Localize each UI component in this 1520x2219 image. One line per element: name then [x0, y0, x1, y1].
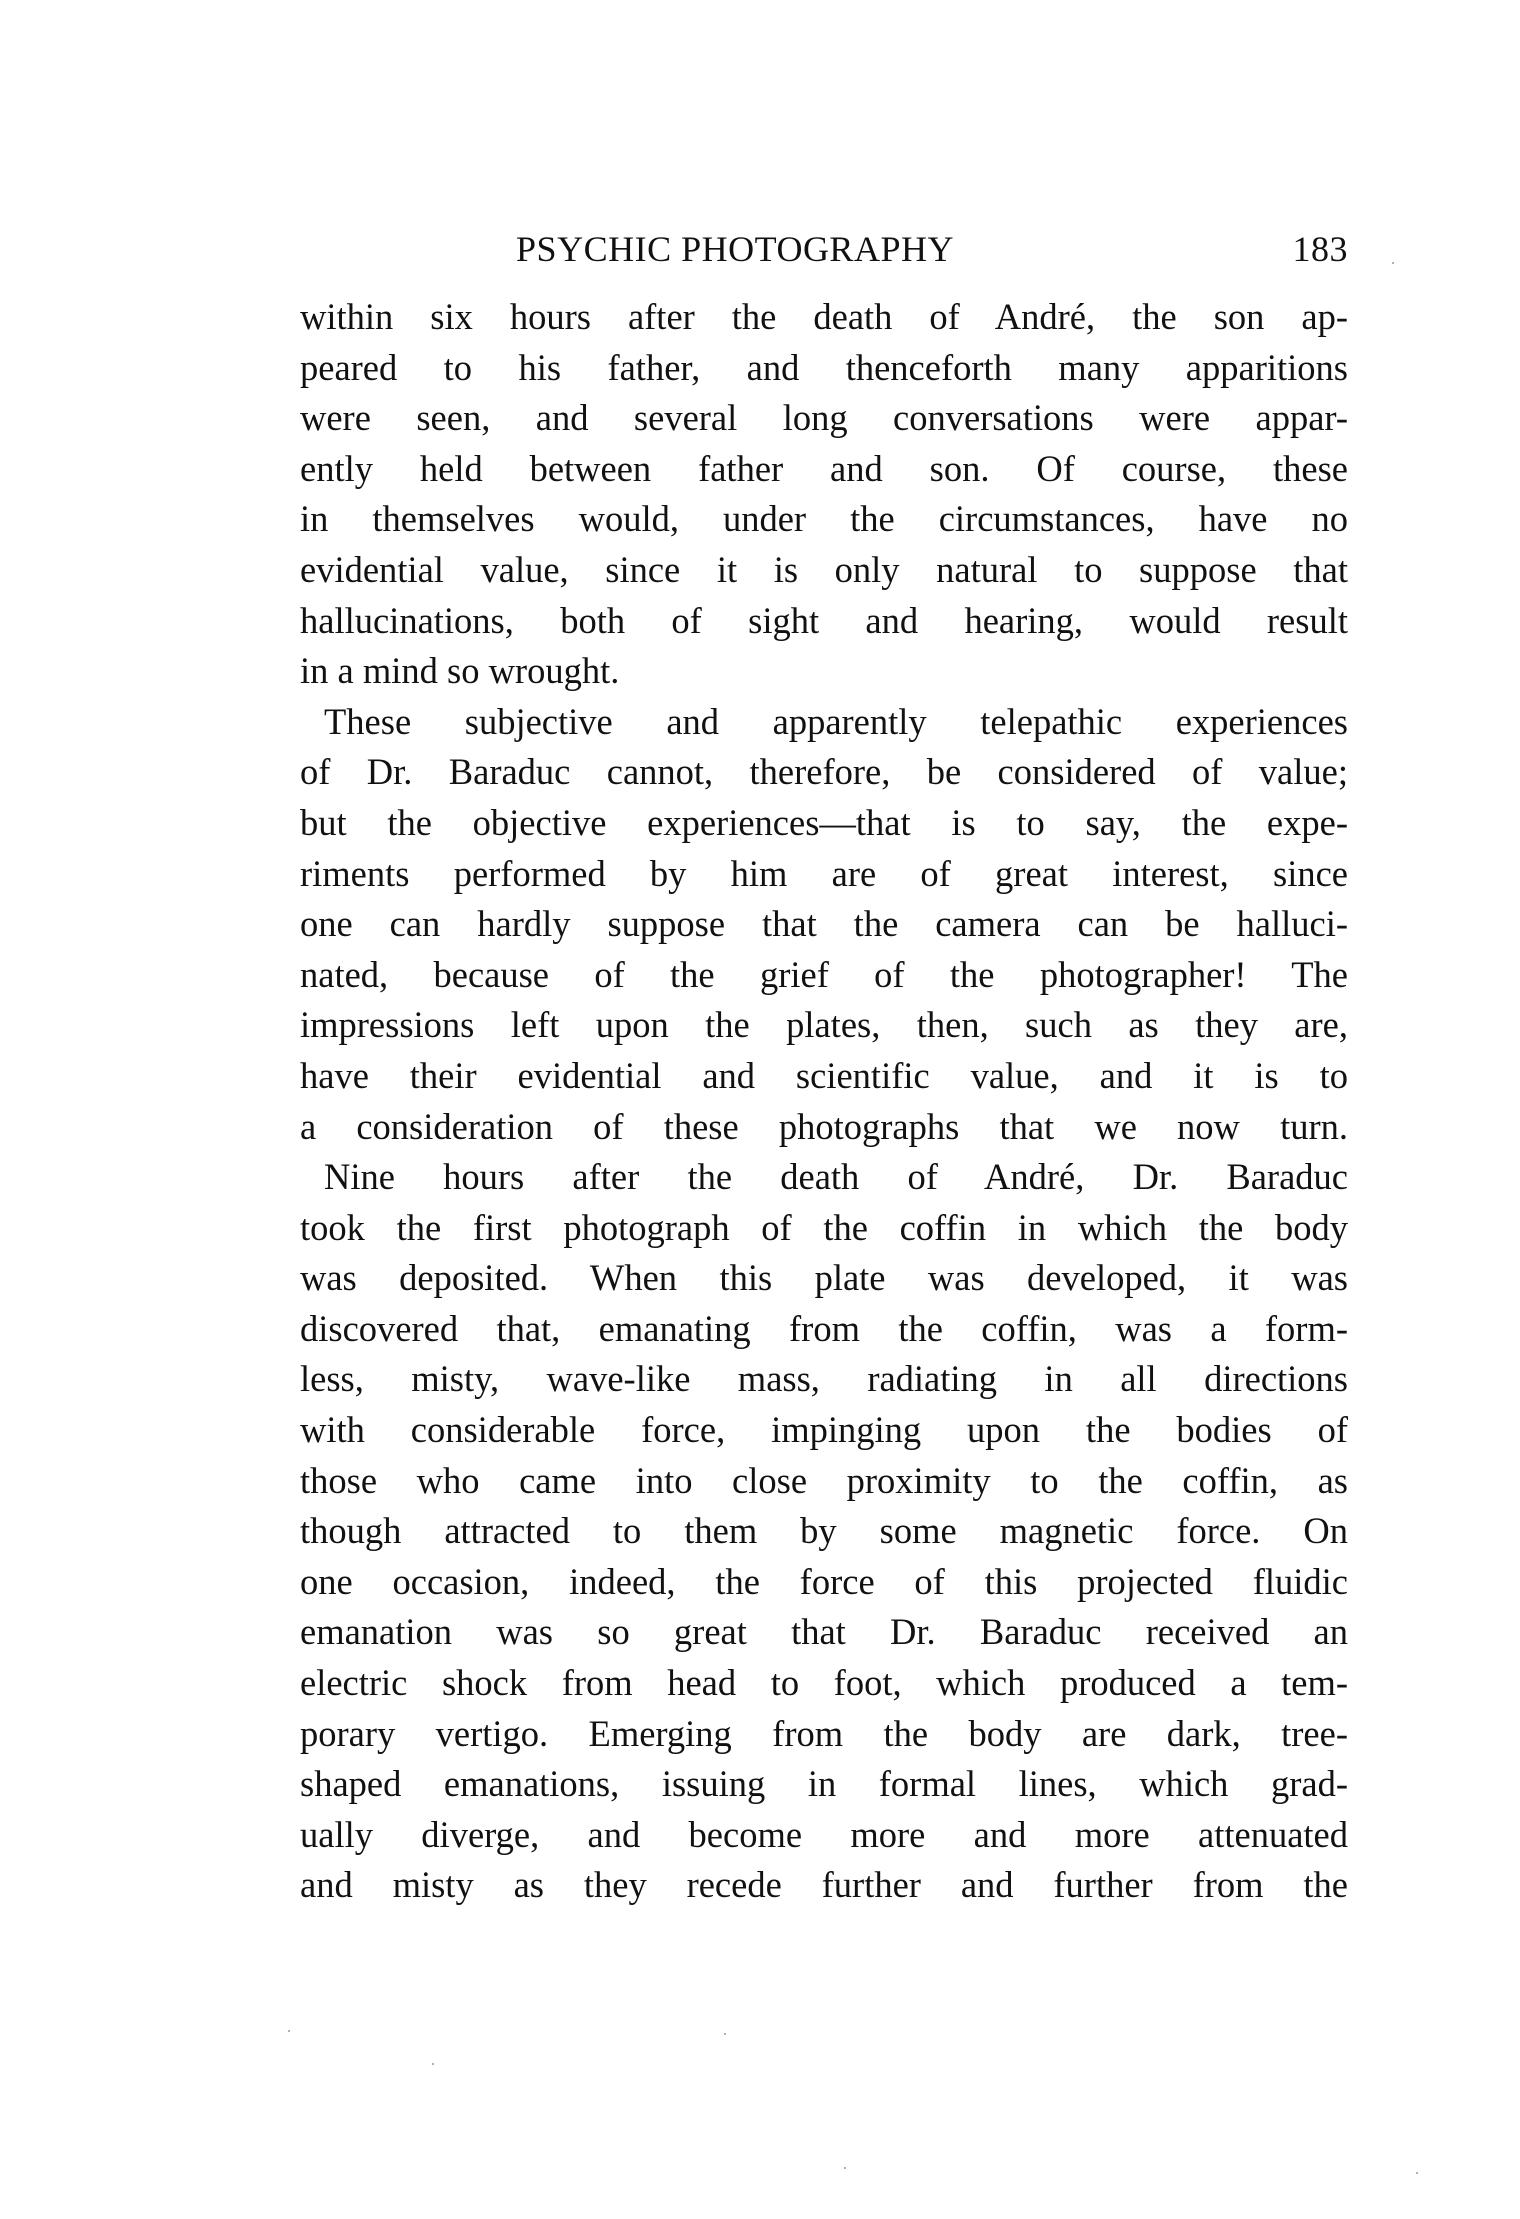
text-line: a consideration of these photographs that we now turn. — [300, 1105, 1348, 1147]
text-line: These subjective and apparently telepathic experiences — [324, 700, 1348, 742]
paragraph — [300, 697, 1348, 1152]
text-line: less, misty, wave-like mass, radiating in all directions — [300, 1358, 1348, 1400]
text-line: emanation was so great that Dr. Baraduc received an — [300, 1611, 1348, 1653]
text-line: took the first photograph of the coffin in which the body — [300, 1206, 1348, 1248]
text-line: porary vertigo. Emerging from the body are dark, tree- — [300, 1712, 1348, 1754]
text-line: was deposited. When this plate was developed, it was — [300, 1257, 1348, 1299]
text-line: one occasion, indeed, the force of this projected fluidic — [300, 1560, 1348, 1602]
text-line: ually diverge, and become more and more attenuated — [300, 1813, 1348, 1855]
scan-speck — [1416, 2172, 1418, 2174]
text-line: with considerable force, impinging upon the bodies of — [300, 1409, 1348, 1451]
text-line: one can hardly suppose that the camera can be halluci- — [300, 903, 1348, 945]
running-title: PSYCHIC PHOTOGRAPHY — [516, 229, 954, 269]
text-line: evidential value, since it is only natural to suppose that — [300, 548, 1348, 590]
text-line: riments performed by him are of great interest, since — [300, 852, 1348, 894]
text-line: ently held between father and son. Of course, these — [300, 447, 1348, 489]
page-number: 183 — [1292, 229, 1348, 269]
text-line: but the objective experiences—that is to say, the expe- — [300, 801, 1348, 843]
scan-speck — [724, 2033, 726, 2035]
running-head — [300, 228, 1348, 276]
text-line: though attracted to them by some magnetic force. On — [300, 1510, 1348, 1552]
scan-speck — [1392, 262, 1394, 264]
text-line: those who came into close proximity to the coffin, as — [300, 1459, 1348, 1501]
text-line: were seen, and several long conversations were appar- — [300, 397, 1348, 439]
text-line: nated, because of the grief of the photographer! The — [300, 953, 1348, 995]
scan-speck — [288, 2030, 290, 2032]
text-line: peared to his father, and thenceforth many apparitions — [300, 346, 1348, 388]
body-text — [300, 292, 1348, 1911]
text-line: electric shock from head to foot, which produced a tem- — [300, 1662, 1348, 1704]
text-line: have their evidential and scientific value, and it is to — [300, 1054, 1348, 1096]
paragraph — [300, 292, 1348, 697]
text-line: impressions left upon the plates, then, such as they are, — [300, 1004, 1348, 1046]
text-line: Nine hours after the death of André, Dr. Baraduc — [324, 1156, 1348, 1198]
paragraph — [300, 1152, 1348, 1911]
text-line: in a mind so wrought. — [300, 650, 620, 692]
scan-speck — [844, 2167, 846, 2169]
text-line: discovered that, emanating from the coffin, was a form- — [300, 1307, 1348, 1349]
text-line: shaped emanations, issuing in formal lines, which grad- — [300, 1763, 1348, 1805]
scan-speck — [432, 2063, 434, 2065]
text-line: in themselves would, under the circumstances, have no — [300, 498, 1348, 540]
text-line: of Dr. Baraduc cannot, therefore, be considered of value; — [300, 751, 1348, 793]
text-line: hallucinations, both of sight and hearing, would result — [300, 599, 1348, 641]
text-line: and misty as they recede further and further from the — [300, 1864, 1348, 1906]
text-line: within six hours after the death of André, the son ap- — [300, 296, 1348, 337]
